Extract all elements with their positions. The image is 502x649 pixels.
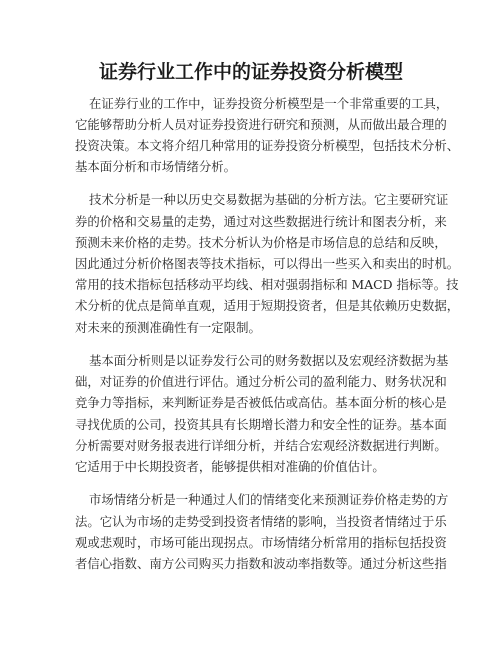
paragraph-3-line-1: 基本面分析则是以证券发行公司的财务数据以及宏观经济数据为基 <box>89 353 449 368</box>
paragraph-2-line-7: 对未来的预测准确性有一定限制。 <box>75 320 261 335</box>
paragraph-2-line-3: 预测未来价格的走势。技术分析认为价格是市场信息的总结和反映， <box>75 235 447 250</box>
paragraph-2-line-1: 技术分析是一种以历史交易数据为基础的分析方法。它主要研究证 <box>89 192 449 207</box>
paragraph-3-line-3: 竞争力等指标，来判断证券是否被低估或高估。基本面分析的核心是 <box>75 395 447 410</box>
paragraph-1-line-3: 投资决策。本文将介绍几种常用的证券投资分析模型，包括技术分析、 <box>75 138 460 153</box>
paragraph-3-line-5: 分析需要对财务报表进行详细分析，并结合宏观经济数据进行判断。 <box>75 438 447 453</box>
paragraph-2-line-5: 常用的技术指标包括移动平均线、相对强弱指标和 MACD 指标等。技 <box>75 277 459 292</box>
paragraph-1-line-2: 它能够帮助分析人员对证券投资进行研究和预测，从而做出最合理的 <box>75 117 447 132</box>
paragraph-4-line-2: 法。它认为市场的走势受到投资者情绪的影响，当投资者情绪过于乐 <box>75 514 447 529</box>
paragraph-4-line-3: 观或悲观时，市场可能出现拐点。市场情绪分析常用的指标包括投资 <box>75 535 447 550</box>
paragraph-3-line-4: 寻找优质的公司，投资其具有长期增长潜力和安全性的证券。基本面 <box>75 417 447 432</box>
paragraph-1-line-1: 在证券行业的工作中，证券投资分析模型是一个非常重要的工具， <box>89 96 449 111</box>
document-title: 证券行业工作中的证券投资分析模型 <box>98 61 403 83</box>
paragraph-3-line-2: 础，对证券的价值进行评估。通过分析公司的盈利能力、财务状况和 <box>75 374 447 389</box>
paragraph-2-line-4: 因此通过分析价格图表等技术指标，可以得出一些买入和卖出的时机。 <box>75 256 460 271</box>
paragraph-2-line-6: 术分析的优点是简单直观，适用于短期投资者，但是其依赖历史数据， <box>75 298 460 313</box>
paragraph-2-line-2: 券的价格和交易量的走势，通过对这些数据进行统计和图表分析，来 <box>75 214 447 229</box>
paragraph-3-line-6: 它适用于中长期投资者，能够提供相对准确的价值估计。 <box>75 459 385 474</box>
paragraph-1-line-4: 基本面分析和市场情绪分析。 <box>75 159 237 174</box>
paragraph-4-line-1: 市场情绪分析是一种通过人们的情绪变化来预测证券价格走势的方 <box>89 492 449 507</box>
paragraph-4-line-4: 者信心指数、南方公司购买力指数和波动率指数等。通过分析这些指 <box>75 556 447 571</box>
